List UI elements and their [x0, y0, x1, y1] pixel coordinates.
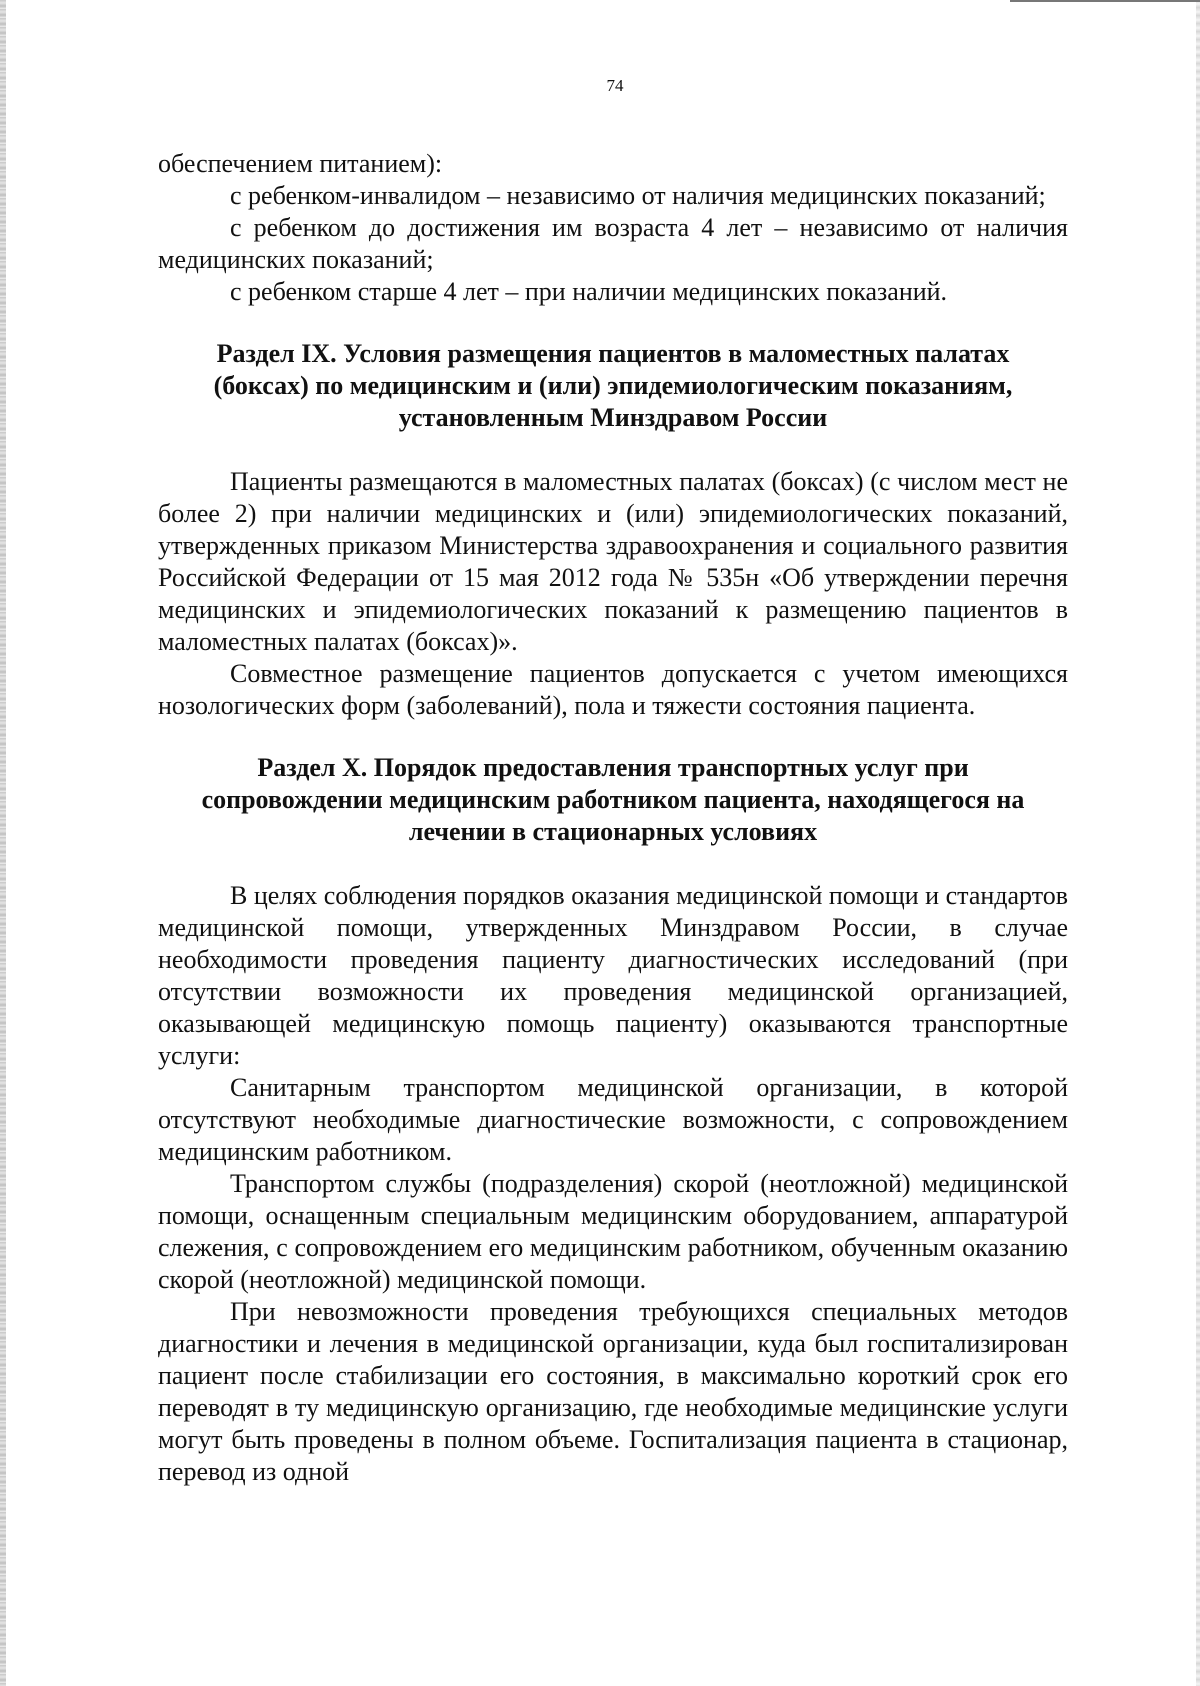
section-heading-x: Раздел X. Порядок предоставления транспортных услуг при сопровождении медицинским работником пациента, находящегося на лечении в стационарных условиях [201, 753, 1025, 846]
section-heading-ix: Раздел IX. Условия размещения пациентов в маломестных палатах (боксах) по медицинским и (или) эпидемиологическим показаниям, установленным Минздравом России [213, 339, 1013, 432]
paragraph-continuation: обеспечением питанием): [158, 149, 443, 178]
scan-edge-left [0, 0, 6, 1686]
list-item-child-over-4: с ребенком старше 4 лет – при наличии медицинских показаний. [230, 277, 948, 306]
paragraph-patient-transfer: При невозможности проведения требующихся специальных методов диагностики и лечения в медицинской организации, куда был госпитализирован пациент после стабилизации его состояния, в максимально короткий срок его переводят в ту медицинскую организацию, где необходимые медицинские услуги могут быть проведены в полном объеме. Госпитализация пациента в стационар, перевод из одной [158, 1297, 1068, 1486]
page-number: 74 [606, 76, 624, 95]
paragraph-joint-placement: Совместное размещение пациентов допускается с учетом имеющихся нозологических форм (заболеваний), пола и тяжести состояния пациента. [158, 659, 1068, 720]
paragraph-emergency-transport: Транспортом службы (подразделения) скорой (неотложной) медицинской помощи, оснащенным специальным медицинским оборудованием, аппаратурой слежения, с сопровождением его медицинским работником, обученным оказанию скорой (неотложной) медицинской помощи. [158, 1169, 1068, 1294]
paragraph-placement-rules: Пациенты размещаются в маломестных палатах (боксах) (с числом мест не более 2) при наличии медицинских и (или) эпидемиологических показаний, утвержденных приказом Министерства здравоохранения и социального развития Российской Федерации от 15 мая 2012 года № 535н «Об утверждении перечня медицинских и эпидемиологических показаний к размещению пациентов в маломестных палатах (боксах)». [158, 467, 1068, 656]
paragraph-sanitary-transport: Санитарным транспортом медицинской организации, в которой отсутствуют необходимые диагностические возможности, с сопровождением медицинским работником. [158, 1073, 1068, 1166]
list-item-child-under-4: с ребенком до достижения им возраста 4 лет – независимо от наличия медицинских показаний; [158, 213, 1068, 274]
scan-top-mark [1010, 0, 1200, 2]
document-body [158, 148, 1068, 1488]
scan-edge-right [1196, 0, 1200, 1686]
paragraph-transport-purpose: В целях соблюдения порядков оказания медицинской помощи и стандартов медицинской помощи, утвержденных Минздравом России, в случае необходимости проведения пациенту диагностических исследований (при отсутствии возможности их проведения медицинской организацией, оказывающей медицинскую помощь пациенту) оказываются транспортные услуги: [158, 881, 1068, 1070]
list-item-child-disabled: с ребенком-инвалидом – независимо от наличия медицинских показаний; [230, 181, 1046, 210]
